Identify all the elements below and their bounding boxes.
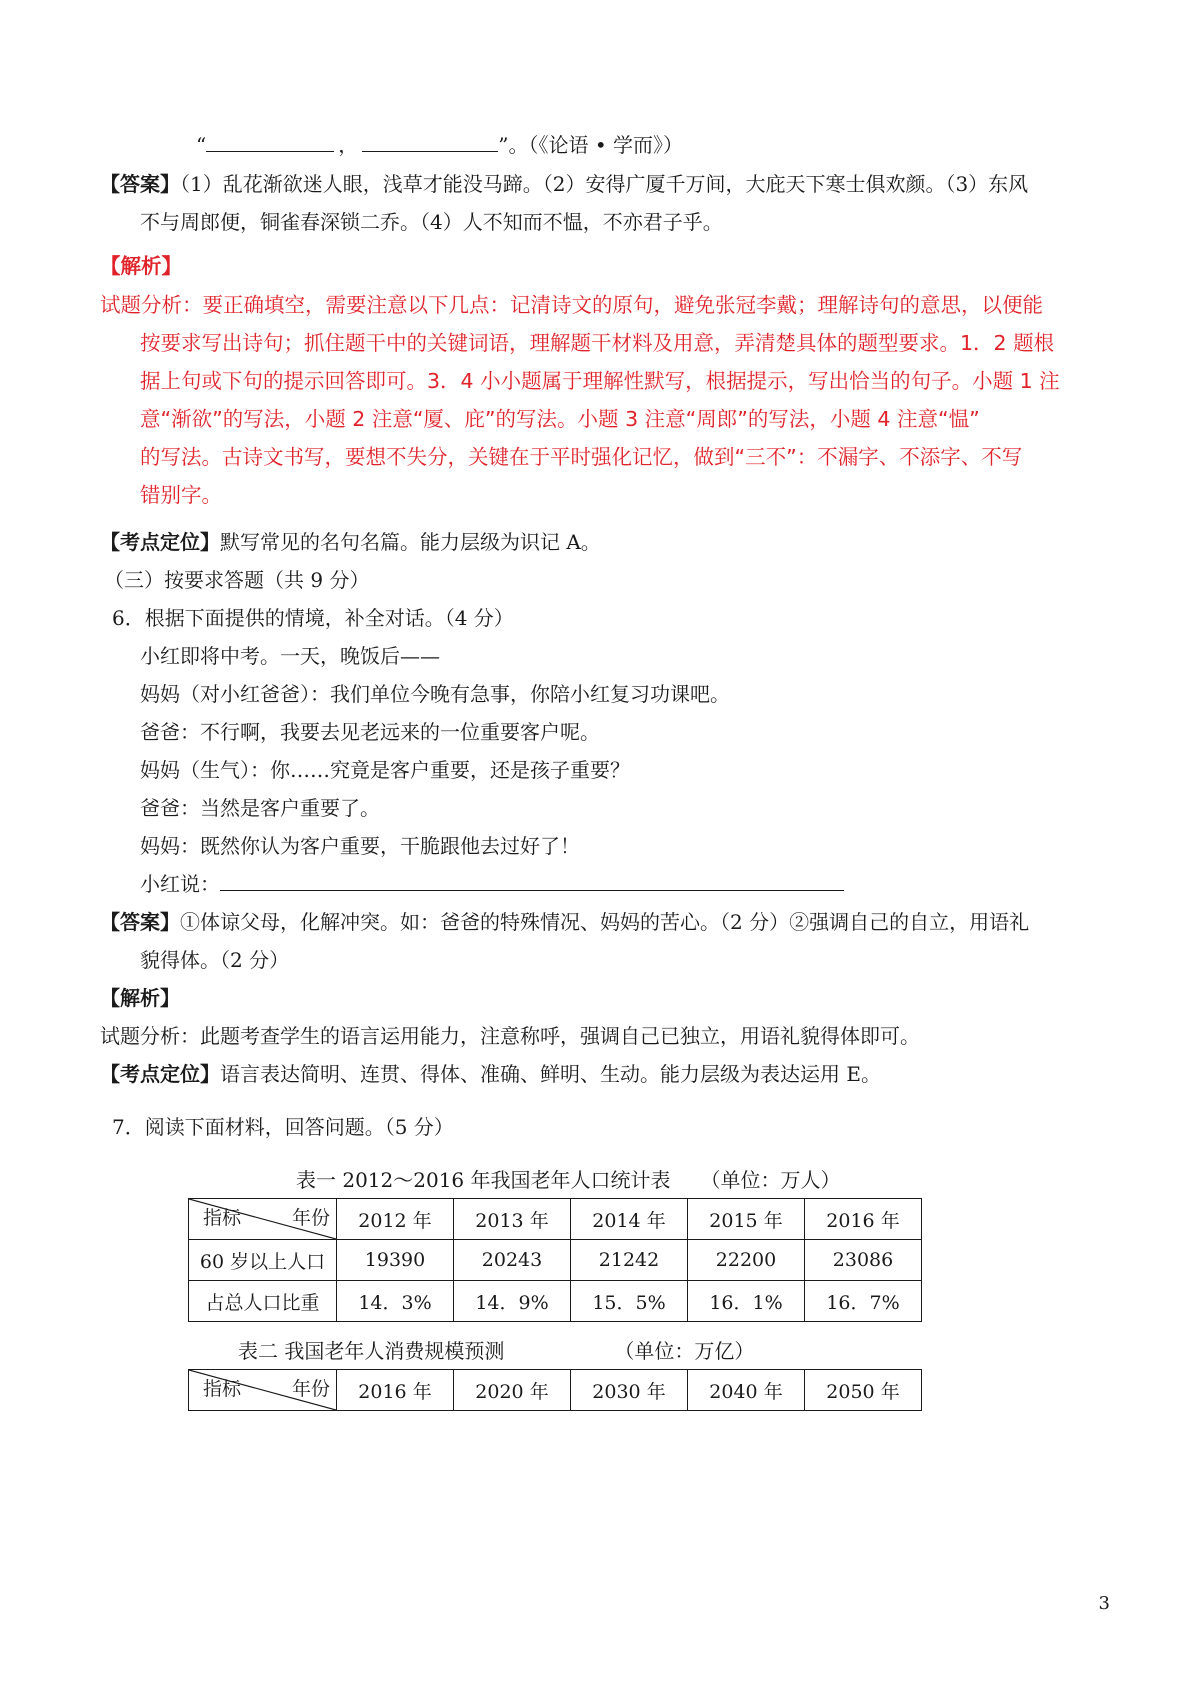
- cell: 20243: [454, 1240, 571, 1281]
- analysis-2-tag: 【解析】: [100, 986, 180, 1010]
- answer-1: 【答案】（1）乱花渐欲迷人眼，浅草才能没马蹄。（2）安得广厦千万间，大庇天下寒士俱欢颜。（3）东风: [100, 172, 1029, 196]
- table-2-header-corner: 指标 年份: [189, 1370, 337, 1411]
- analysis-1-line-1: 按要求写出诗句；抓住题干中的关键词语，理解题干材料及用意，弄清楚具体的题型要求。1．2 题根: [140, 331, 1055, 355]
- kaodian-2: 【考点定位】语言表达简明、连贯、得体、准确、鲜明、生动。能力层级为表达运用 E。: [100, 1062, 881, 1086]
- blank-2: [362, 131, 498, 152]
- page-number: 3: [1098, 1593, 1110, 1614]
- analysis-1-line-3: 意“渐欲”的写法，小题 2 注意“厦、庇”的写法。小题 3 注意“周郎”的写法，小题 4 注意“愠”: [140, 407, 980, 431]
- cell: 21242: [571, 1240, 688, 1281]
- table-1: [188, 1198, 922, 1322]
- table-1-caption: 表一 2012～2016 年我国老年人口统计表 （单位：万人）: [296, 1168, 841, 1192]
- table-2-year: 2030 年: [571, 1370, 688, 1411]
- section-3-heading: （三）按要求答题（共 9 分）: [104, 568, 370, 592]
- answer-blank: [220, 870, 844, 891]
- row-label: 60 岁以上人口: [189, 1240, 337, 1281]
- xiaohong-line: 小红说：: [140, 870, 844, 898]
- cell: 19390: [337, 1240, 454, 1281]
- table-1-year: 2016 年: [805, 1199, 922, 1240]
- cell: 16．1%: [688, 1281, 805, 1322]
- answer-2-cont: 貌得体。（2 分）: [140, 948, 290, 972]
- table-2-caption: 表二 我国老年人消费规模预测 （单位：万亿）: [238, 1339, 755, 1363]
- question-6-title: 6．根据下面提供的情境，补全对话。（4 分）: [112, 606, 514, 630]
- table-1-year: 2015 年: [688, 1199, 805, 1240]
- quote-line: “ ， ”。（《论语 • 学而》）: [196, 133, 683, 157]
- dialogue-line-5: 妈妈：既然你认为客户重要，干脆跟他去过好了！: [140, 834, 580, 858]
- cell: 15．5%: [571, 1281, 688, 1322]
- cell: 14．9%: [454, 1281, 571, 1322]
- analysis-1-tag: 【解析】: [100, 254, 182, 278]
- table-1-year: 2014 年: [571, 1199, 688, 1240]
- cell: 16．7%: [805, 1281, 922, 1322]
- table-2-year: 2020 年: [454, 1370, 571, 1411]
- table-row: [189, 1281, 922, 1322]
- table-2-year: 2016 年: [337, 1370, 454, 1411]
- analysis-1-line-2: 据上句或下句的提示回答即可。3．4 小小题属于理解性默写，根据提示，写出恰当的句子。小题 1 注: [140, 369, 1060, 393]
- table-2-year: 2050 年: [805, 1370, 922, 1411]
- analysis-2-text: 试题分析：此题考查学生的语言运用能力，注意称呼，强调自己已独立，用语礼貌得体即可。: [100, 1024, 920, 1048]
- dialogue-line-3: 妈妈（生气）：你……究竟是客户重要，还是孩子重要？: [140, 758, 630, 782]
- blank-1: [206, 131, 334, 152]
- table-row: [189, 1240, 922, 1281]
- row-label: 占总人口比重: [189, 1281, 337, 1322]
- dialogue-line-1: 妈妈（对小红爸爸）：我们单位今晚有急事，你陪小红复习功课吧。: [140, 682, 730, 706]
- table-2-year: 2040 年: [688, 1370, 805, 1411]
- cell: 23086: [805, 1240, 922, 1281]
- dialogue-line-0: 小红即将中考。一天，晚饭后——: [140, 644, 440, 668]
- answer-1-cont: 不与周郎便，铜雀春深锁二乔。（4）人不知而不愠，不亦君子乎。: [140, 210, 723, 234]
- kaodian-1: 【考点定位】默写常见的名句名篇。能力层级为识记 A。: [100, 530, 601, 554]
- cell: 22200: [688, 1240, 805, 1281]
- table-1-year: 2012 年: [337, 1199, 454, 1240]
- dialogue-line-4: 爸爸：当然是客户重要了。: [140, 796, 380, 820]
- table-1-year: 2013 年: [454, 1199, 571, 1240]
- question-7-title: 7．阅读下面材料，回答问题。（5 分）: [112, 1115, 454, 1139]
- analysis-1-line-5: 错别字。: [140, 483, 222, 507]
- table-1-header-corner: 指标 年份: [189, 1199, 337, 1240]
- cell: 14．3%: [337, 1281, 454, 1322]
- analysis-1-line-4: 的写法。古诗文书写，要想不失分，关键在于平时强化记忆，做到“三不”：不漏字、不添字、不写: [140, 445, 1023, 469]
- analysis-1-line-0: 试题分析：要正确填空，需要注意以下几点：记清诗文的原句，避免张冠李戴；理解诗句的意思，以便能: [100, 293, 1043, 317]
- table-2: [188, 1369, 922, 1411]
- dialogue-line-2: 爸爸：不行啊，我要去见老远来的一位重要客户呢。: [140, 720, 600, 744]
- answer-2: 【答案】①体谅父母，化解冲突。如：爸爸的特殊情况、妈妈的苦心。（2 分）②强调自己的自立，用语礼: [100, 910, 1030, 934]
- answer-tag: 【答案】: [100, 172, 180, 196]
